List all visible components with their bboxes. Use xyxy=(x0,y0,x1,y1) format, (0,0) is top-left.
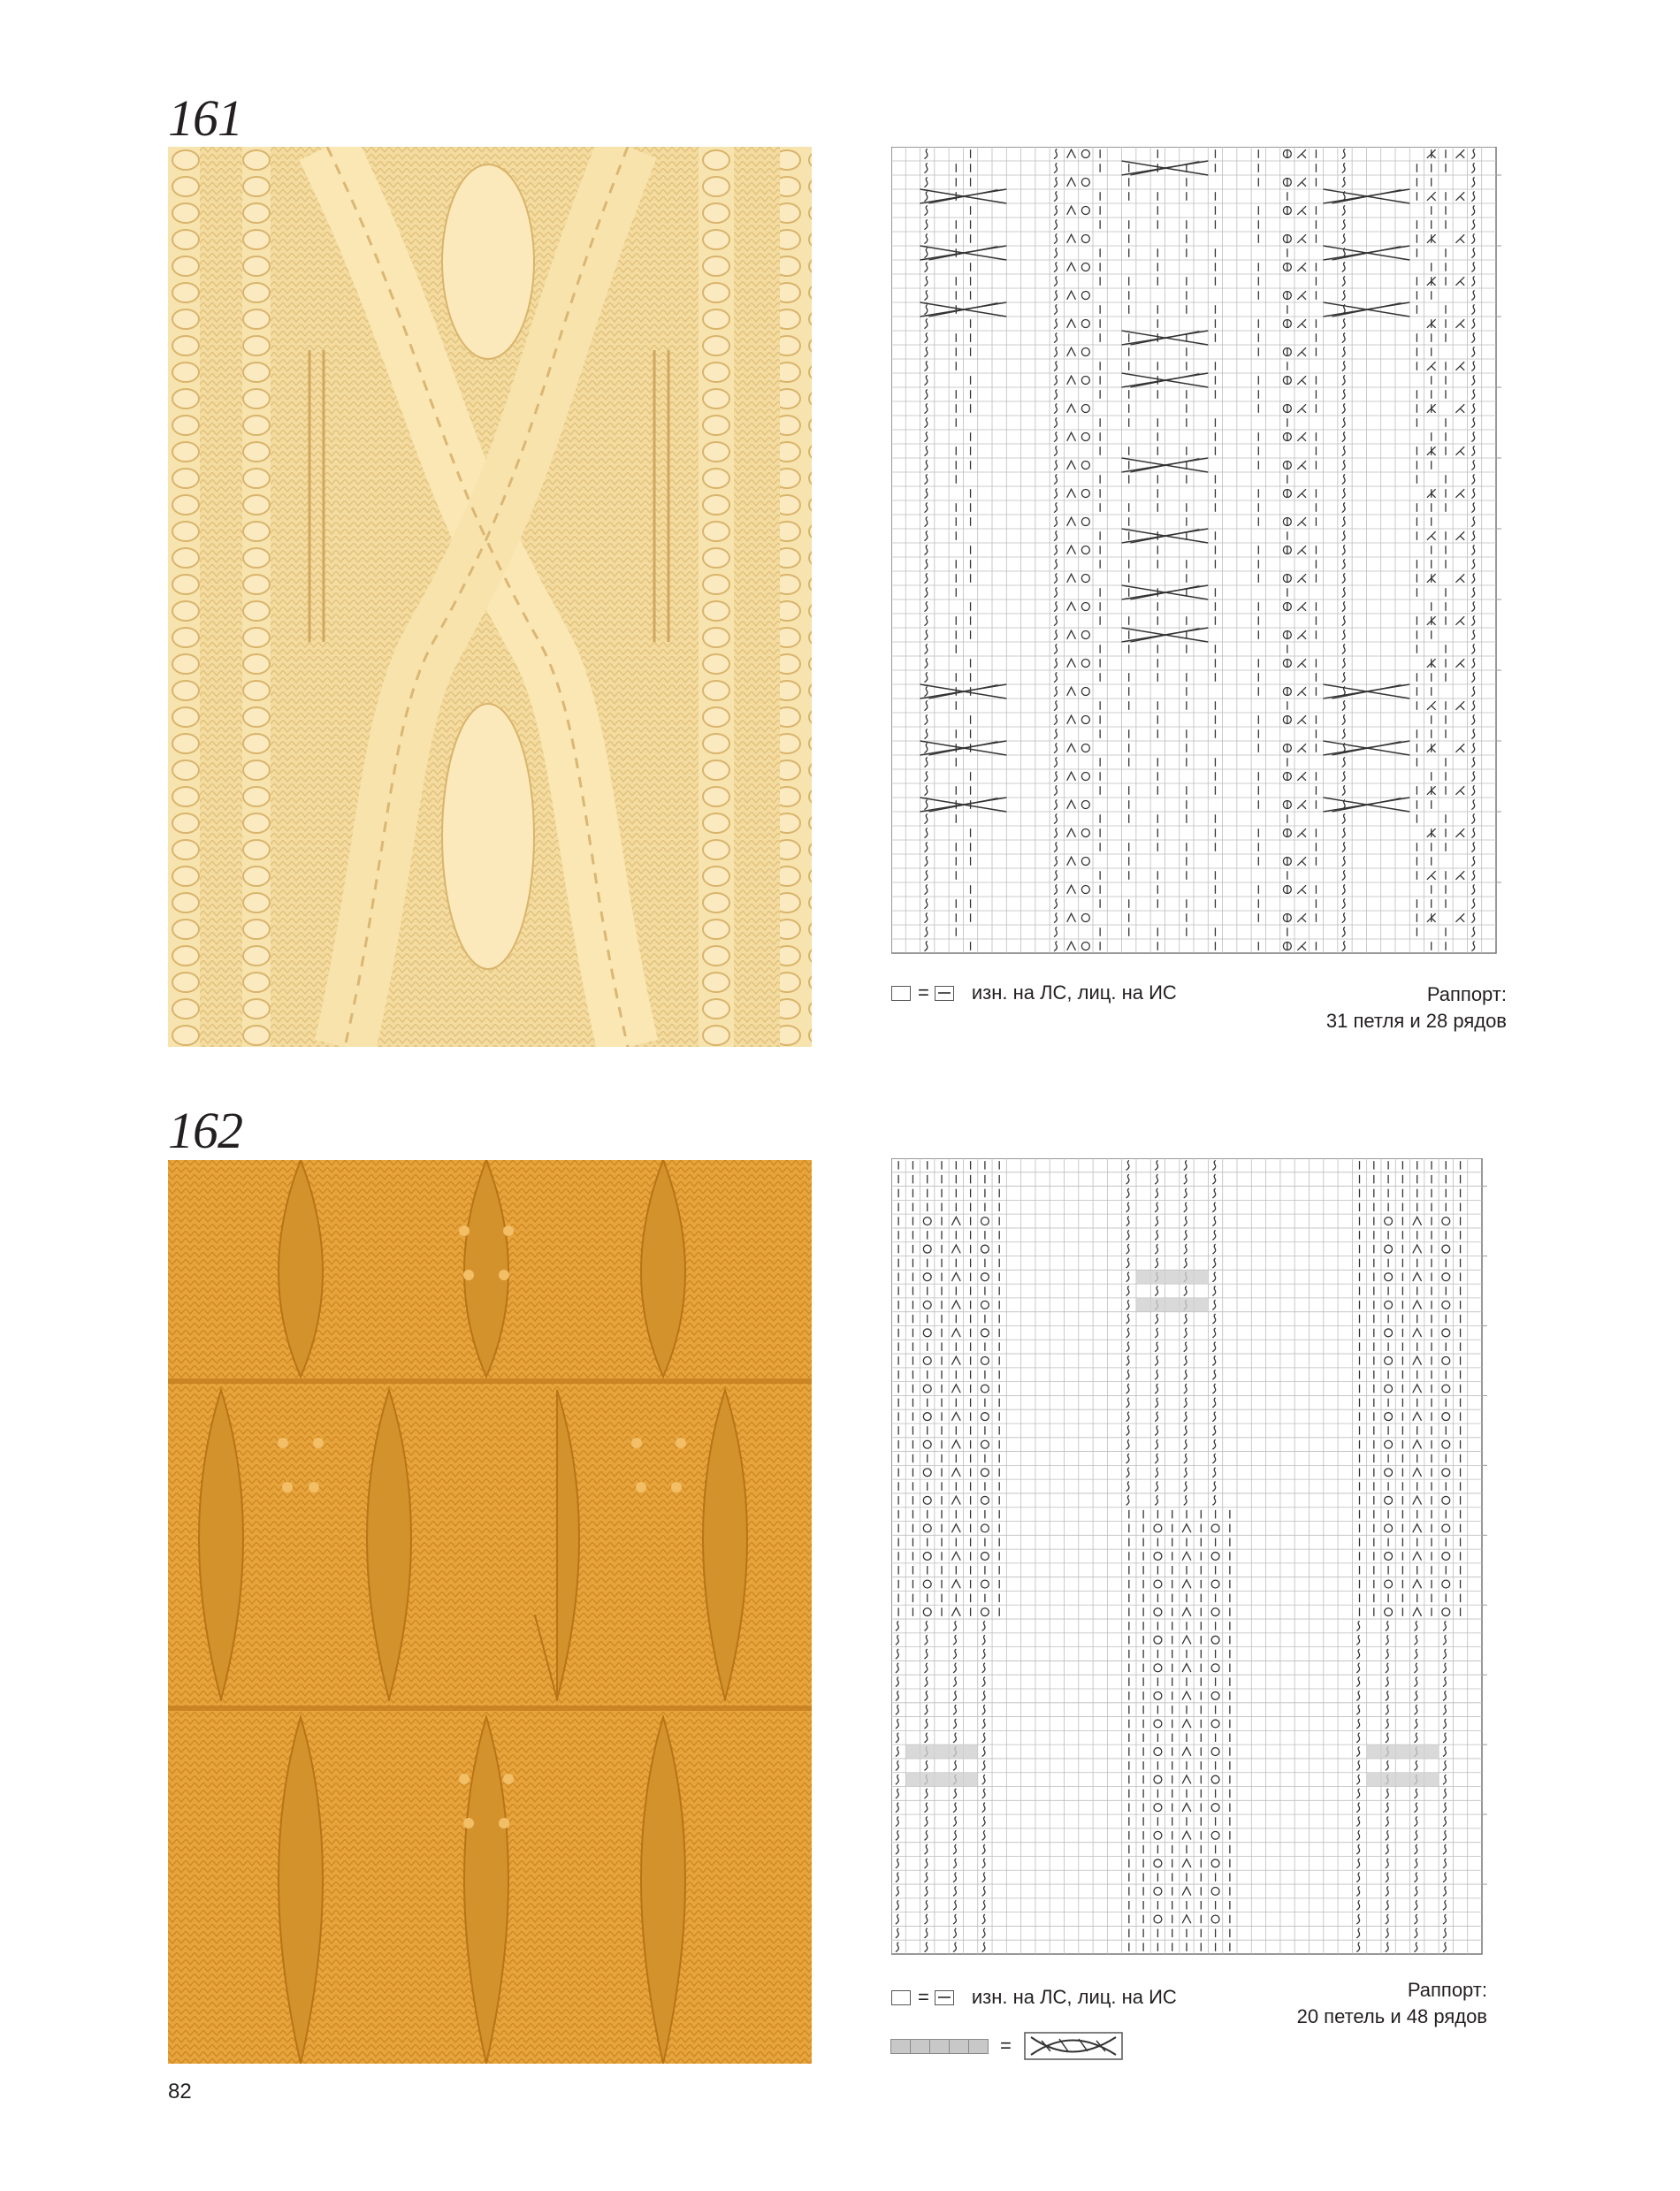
legend-text: изн. на ЛС, лиц. на ИС xyxy=(971,981,1177,1004)
dash-cell-icon xyxy=(935,1990,954,2005)
chart-legend-161 xyxy=(891,981,1177,1004)
pattern-number-161: 161 xyxy=(168,89,242,147)
chart-legend-162 xyxy=(891,1986,1177,2009)
repeat-title: Раппорт: xyxy=(1407,1979,1487,2001)
legend-equals: = xyxy=(918,1986,929,2008)
knitting-chart-162 xyxy=(891,1158,1489,1973)
grey-cells-icon xyxy=(890,2039,988,2054)
legend-text: изн. на ЛС, лиц. на ИС xyxy=(971,1986,1177,2008)
legend-equals: = xyxy=(1000,2034,1012,2057)
repeat-info-162 xyxy=(1297,1977,1487,2030)
knitting-chart-161 xyxy=(891,147,1503,969)
dash-cell-icon xyxy=(935,986,954,1001)
repeat-info-161 xyxy=(1326,981,1507,1034)
pattern-photo-162 xyxy=(168,1160,812,2064)
page-number: 82 xyxy=(168,2080,192,2103)
pattern-photo-161 xyxy=(168,147,812,1047)
cable-cross-icon xyxy=(1024,2032,1123,2060)
empty-cell-icon xyxy=(891,986,911,1001)
legend-equals: = xyxy=(918,981,929,1004)
repeat-title: Раппорт: xyxy=(1426,983,1507,1005)
pattern-number-162: 162 xyxy=(168,1102,242,1159)
repeat-value: 20 петель и 48 рядов xyxy=(1296,2005,1487,2027)
repeat-value: 31 петля и 28 рядов xyxy=(1325,1010,1507,1032)
empty-cell-icon xyxy=(891,1990,911,2005)
cable-legend xyxy=(890,2032,1123,2060)
